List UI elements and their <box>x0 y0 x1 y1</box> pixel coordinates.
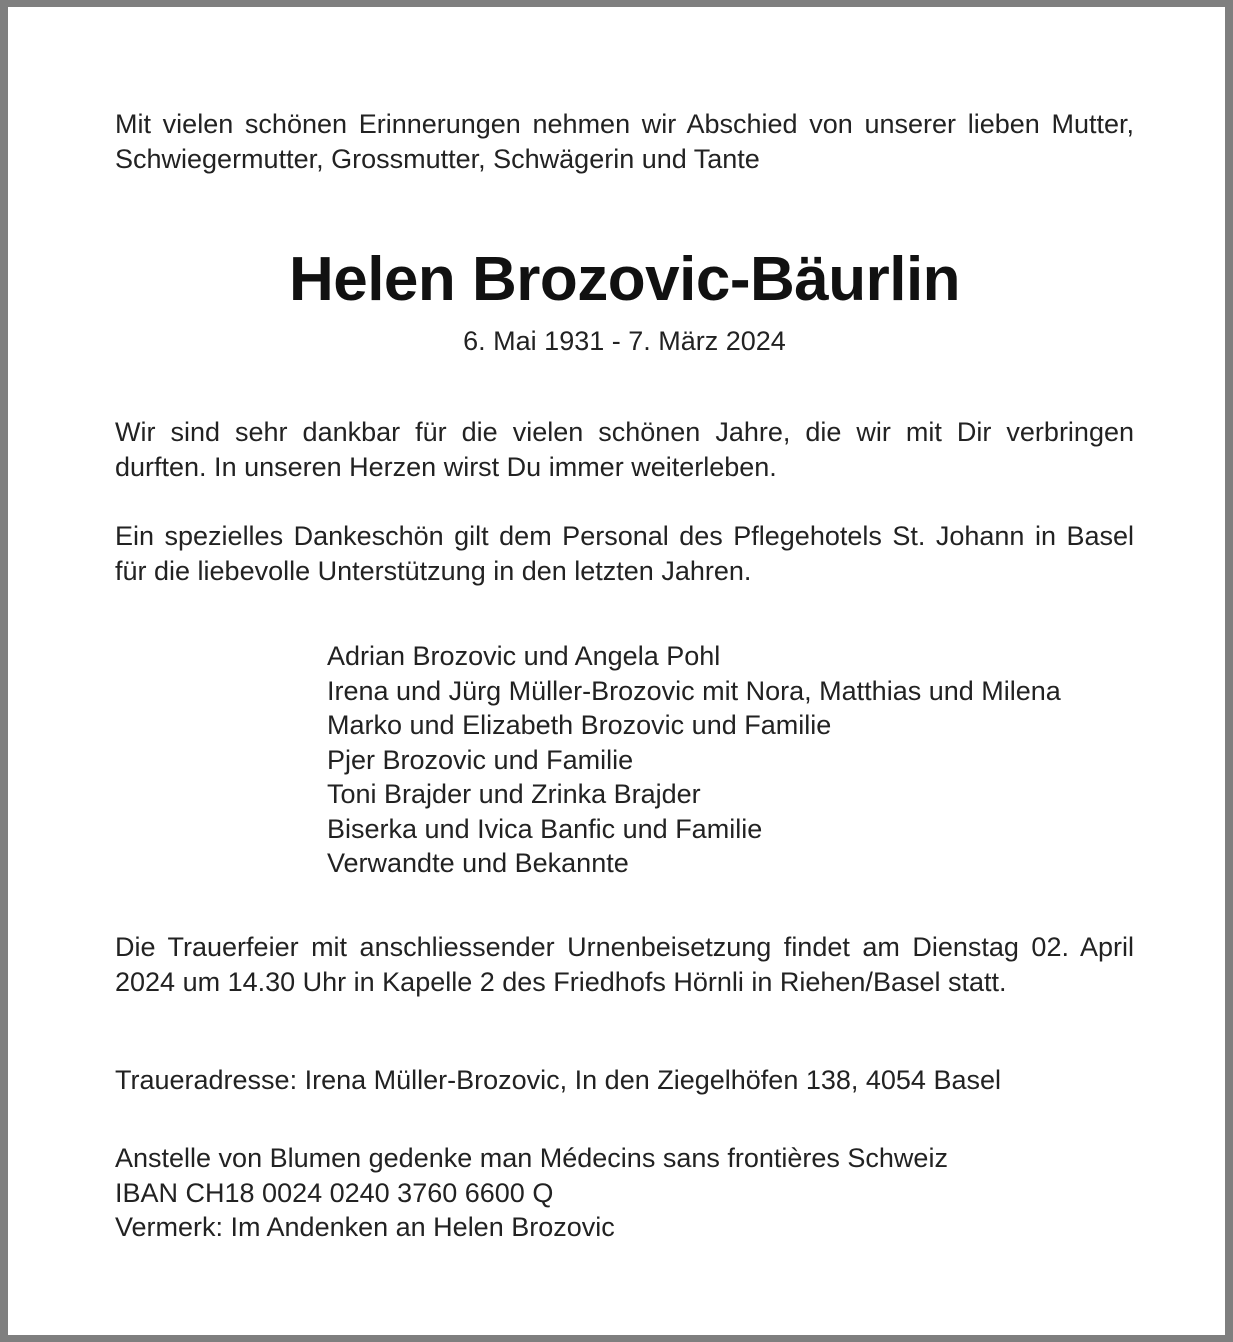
donation-line: Anstelle von Blumen gedenke man Médecins sans frontières Schweiz <box>115 1143 948 1173</box>
deceased-name: Helen Brozovic-Bäurlin <box>288 245 961 314</box>
donation-block <box>115 1141 1134 1245</box>
mourner-item: Adrian Brozovic und Angela Pohl <box>327 641 721 671</box>
mourners-list <box>327 639 1147 881</box>
life-dates: 6. Mai 1931 - 7. März 2024 <box>463 326 786 356</box>
mourner-item: Pjer Brozovic und Familie <box>327 744 634 775</box>
mourner-item: Biserka und Ivica Banfic und Familie <box>327 813 763 844</box>
ceremony-text: Die Trauerfeier mit anschliessender Urnenbeisetzung findet am Dienstag 02. April 2024 um 14.30 Uhr in Kapelle 2 des Friedhofs Hörnli in Riehen/Basel statt. <box>115 932 1134 997</box>
intro-text: Mit vielen schönen Erinnerungen nehmen wir Abschied von unserer lieben Mutter, Schwiegermutter, Grossmutter, Schwägerin und Tante <box>115 109 1134 174</box>
mourner-item: Marko und Elizabeth Brozovic und Familie <box>327 710 832 740</box>
mourner-item: Irena und Jürg Müller-Brozovic mit Nora, Matthias und Milena <box>327 675 1061 706</box>
remark-line: Vermerk: Im Andenken an Helen Brozovic <box>115 1212 615 1242</box>
staff-thanks-text: Ein spezielles Dankeschön gilt dem Personal des Pflegehotels St. Johann in Basel für die liebevolle Unterstützung in den letzten Jahren. <box>115 521 1134 586</box>
mourner-item: Toni Brajder und Zrinka Brajder <box>327 779 701 809</box>
notice-content <box>115 107 1134 1242</box>
mourning-address: Traueradresse: Irena Müller-Brozovic, In den Ziegelhöfen 138, 4054 Basel <box>115 1065 1001 1095</box>
thanks-text: Wir sind sehr dankbar für die vielen schönen Jahre, die wir mit Dir verbringen durften. In unseren Herzen wirst Du immer weiterleben. <box>115 417 1134 482</box>
mourner-item: Verwandte und Bekannte <box>327 848 629 878</box>
iban-line: IBAN CH18 0024 0240 3760 6600 Q <box>115 1177 554 1208</box>
